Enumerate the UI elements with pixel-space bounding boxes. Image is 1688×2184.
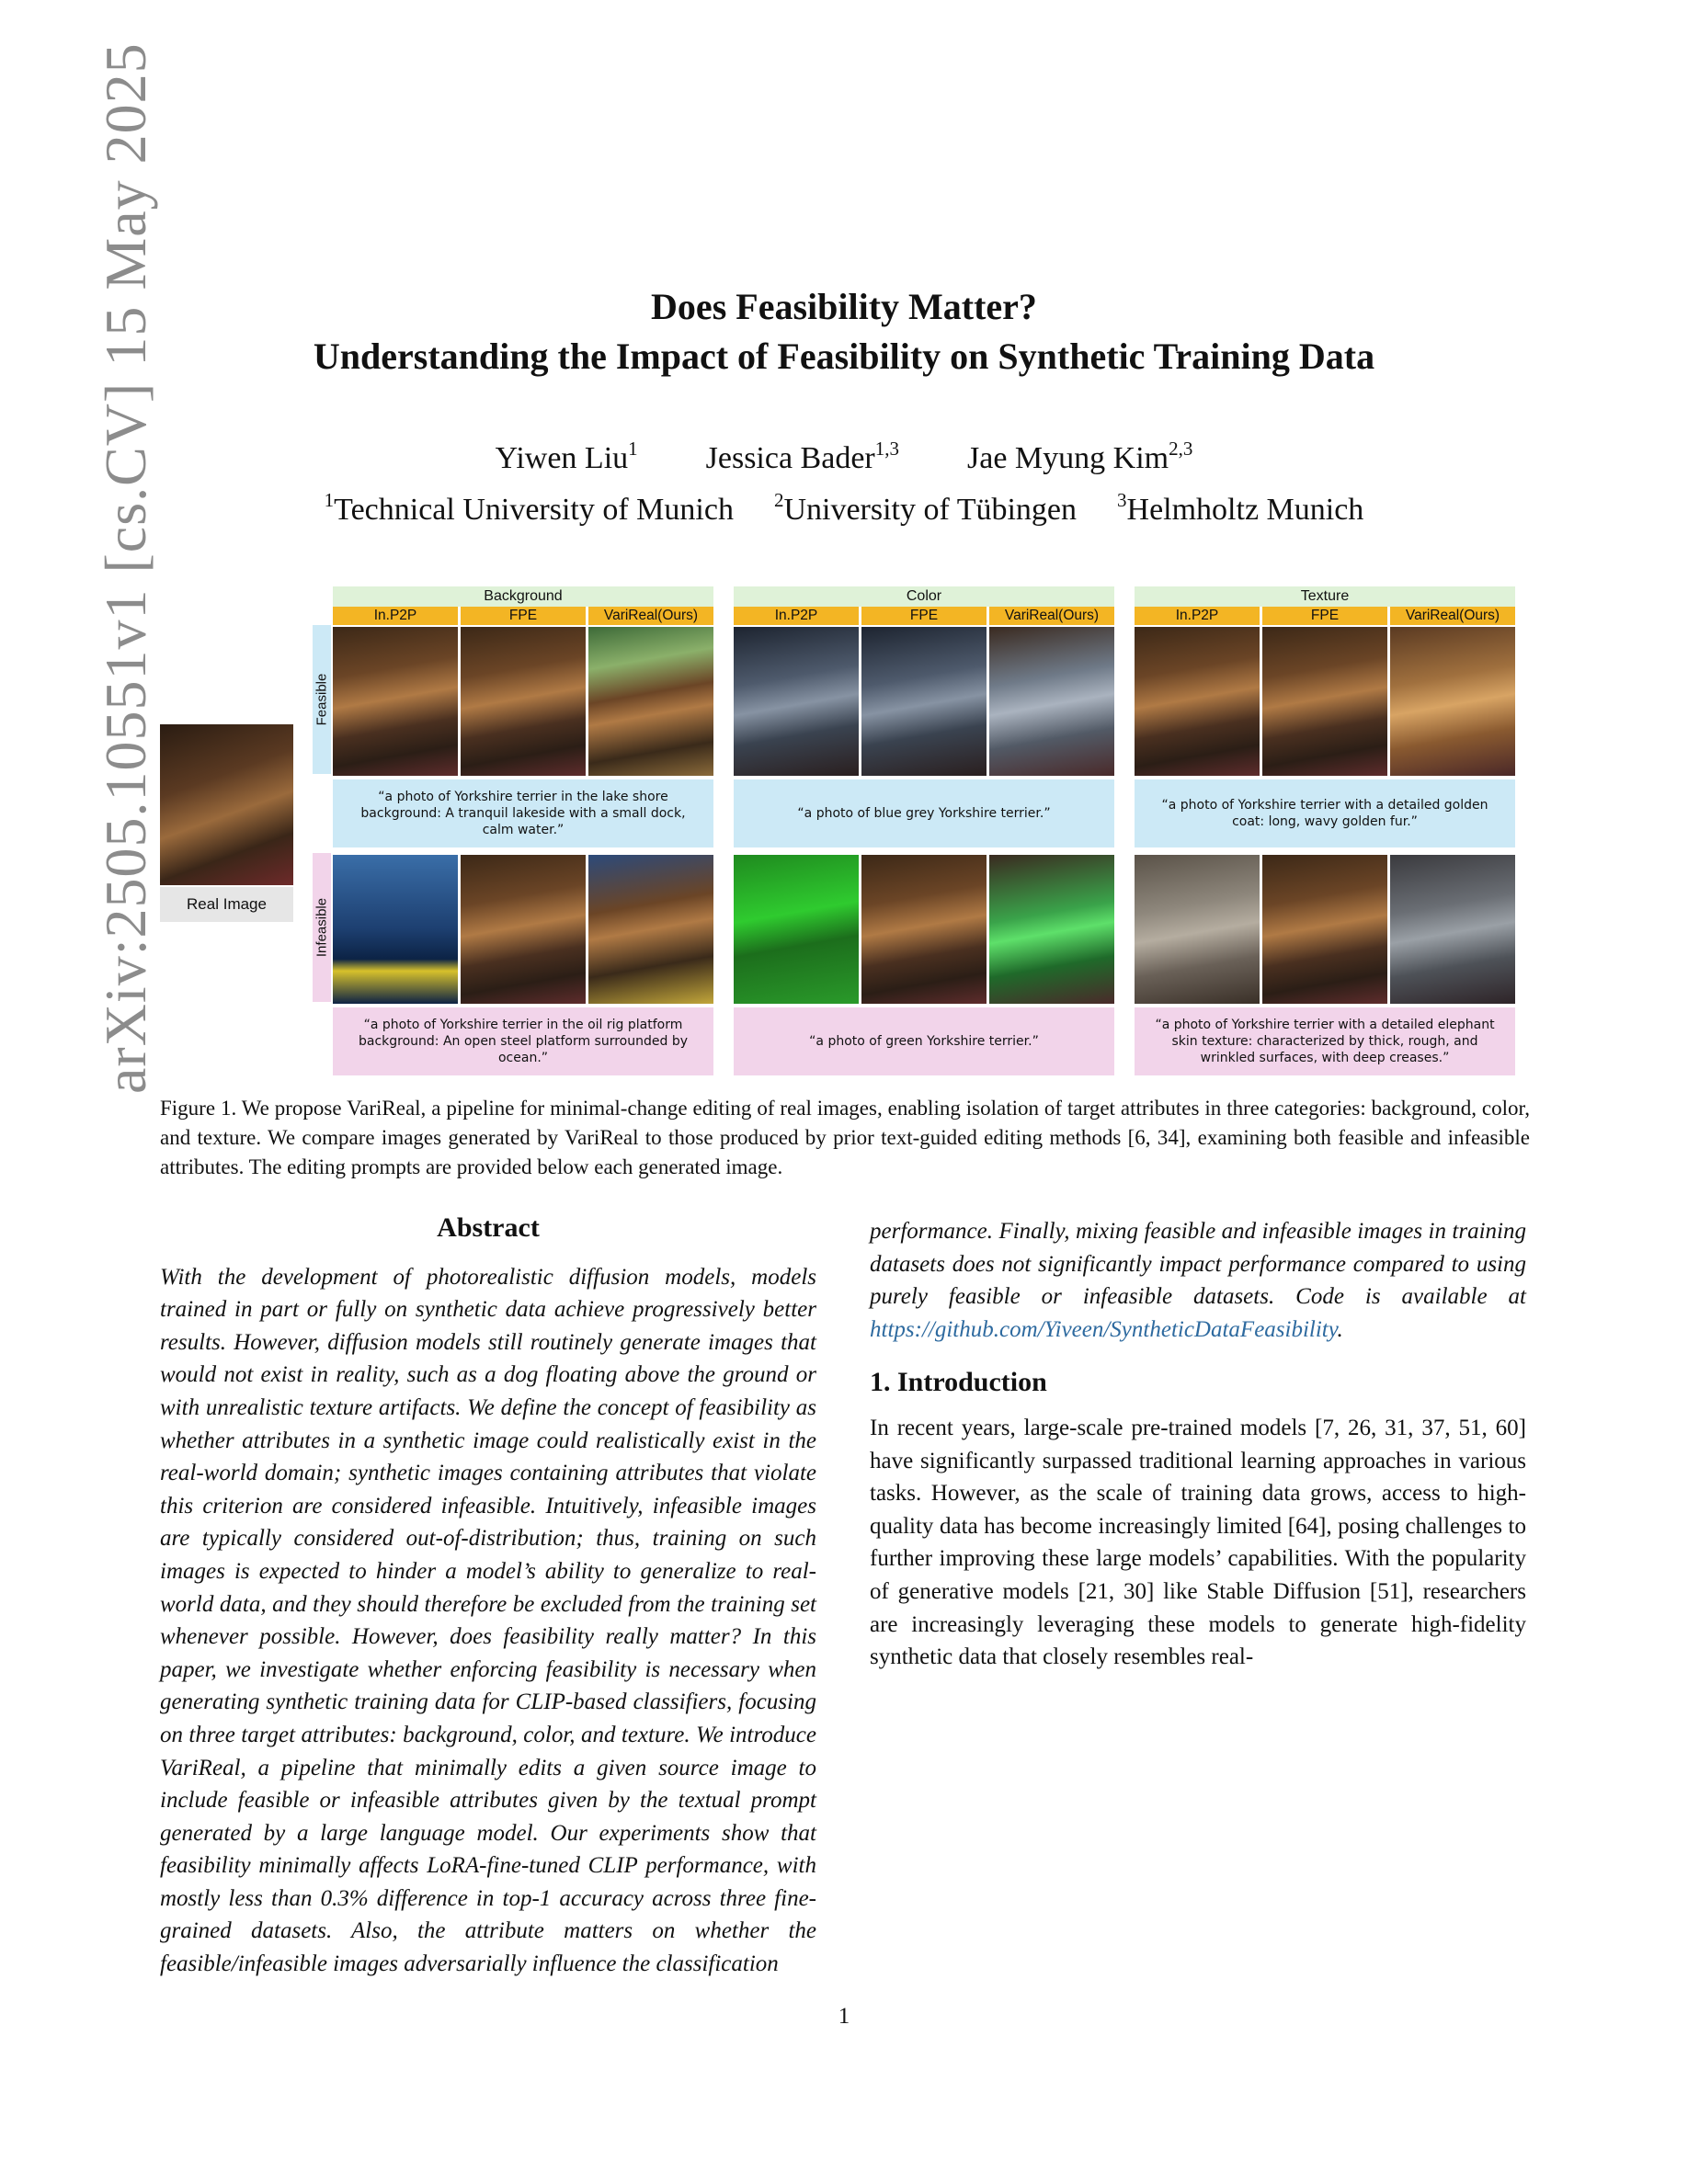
left-column — [160, 1211, 816, 1981]
generated-image — [1135, 855, 1260, 1004]
real-image-label: Real Image — [160, 887, 293, 922]
author-sup: 1,3 — [874, 438, 899, 460]
row-label-feasible: Feasible — [313, 625, 331, 774]
figure-caption: Figure 1. We propose VariReal, a pipeline for minimal-change editing of real images, enabling isolation of target attributes in three categories: background, color, and texture. We compare images generated by VariReal to those produced by prior text-guided editing methods [6, 34], examining both feasible and infeasible attributes. The editing prompts are provided below each generated image. — [160, 1097, 1530, 1178]
category-label: Color — [734, 586, 1114, 607]
affiliation-list — [0, 489, 1688, 528]
affiliation-sup: 3 — [1117, 489, 1127, 511]
method-label: FPE — [1262, 607, 1387, 625]
panel-background — [333, 586, 713, 1083]
method-label: In.P2P — [734, 607, 859, 625]
prompt-caption: “a photo of Yorkshire terrier with a detailed golden coat: long, wavy golden fur.” — [1135, 779, 1515, 847]
page-number: 1 — [838, 2004, 850, 2029]
code-link[interactable]: https://github.com/Yiveen/SyntheticDataFeasibility — [870, 1316, 1338, 1342]
prompt-caption: “a photo of green Yorkshire terrier.” — [734, 1007, 1114, 1075]
prompt-caption: “a photo of Yorkshire terrier with a detailed elephant skin texture: characterized by thick, rough, and wrinkled surfaces, with deep creases.” — [1135, 1007, 1515, 1075]
real-image — [160, 724, 293, 885]
paper-title-line-2: Understanding the Impact of Feasibility on Synthetic Training Data — [313, 336, 1375, 377]
abstract-text — [160, 1261, 816, 1981]
generated-image — [1390, 627, 1515, 776]
category-label: Texture — [1135, 586, 1515, 607]
prompt-caption: “a photo of Yorkshire terrier in the oil rig platform background: An open steel platform surrounded by ocean.” — [333, 1007, 713, 1075]
method-label: VariReal(Ours) — [1390, 607, 1515, 625]
generated-image — [989, 855, 1114, 1004]
generated-image — [1390, 855, 1515, 1004]
author-sup: 1 — [628, 438, 638, 460]
generated-image — [734, 855, 859, 1004]
affiliation-sup: 2 — [773, 489, 784, 511]
figure-1 — [160, 586, 1530, 1083]
method-label: VariReal(Ours) — [588, 607, 713, 625]
method-label: VariReal(Ours) — [989, 607, 1114, 625]
generated-image — [861, 855, 987, 1004]
abstract-code-line: performance. Finally, mixing feasible and infeasible images in training datasets does not significantly impact performance compared to using purely feasible or infeasible datasets. Code is available at https://github.com/Yiveen/SyntheticDataFeasibility. — [870, 1219, 1526, 1342]
abstract-continued: performance. Finally, mixing feasible and infeasible images in training datasets does not significantly impact performance compared to using purely feasible or infeasible datasets. Code is available at — [870, 1219, 1526, 1310]
generated-image — [461, 627, 586, 776]
paper-title-line-1: Does Feasibility Matter? — [651, 286, 1037, 327]
generated-image — [333, 627, 458, 776]
affiliation-sup: 1 — [324, 489, 335, 511]
generated-image — [861, 627, 987, 776]
generated-image — [588, 627, 713, 776]
affiliation-name: Helmholtz Munich — [1126, 493, 1364, 527]
generated-image — [333, 855, 458, 1004]
prompt-caption: “a photo of blue grey Yorkshire terrier.” — [734, 779, 1114, 847]
prompt-caption: “a photo of Yorkshire terrier in the lake shore background: A tranquil lakeside with a small dock, calm water.” — [333, 779, 713, 847]
method-label: In.P2P — [1135, 607, 1260, 625]
generated-image — [461, 855, 586, 1004]
affiliation-name: Technical University of Munich — [334, 493, 734, 527]
generated-image — [1262, 855, 1387, 1004]
method-label: FPE — [861, 607, 987, 625]
author-name: Jessica Bader — [705, 441, 875, 475]
right-column — [870, 1215, 1526, 1674]
method-label: FPE — [461, 607, 586, 625]
category-label: Background — [333, 586, 713, 607]
affiliation-name: University of Tübingen — [783, 493, 1078, 527]
generated-image — [734, 627, 859, 776]
abstract-heading: Abstract — [437, 1212, 540, 1243]
generated-image — [1135, 627, 1260, 776]
author-sup: 2,3 — [1169, 438, 1193, 460]
generated-image — [1262, 627, 1387, 776]
panel-color — [734, 586, 1114, 1083]
author-list — [0, 438, 1688, 476]
generated-image — [989, 627, 1114, 776]
section-heading-introduction: 1. Introduction — [870, 1367, 1047, 1398]
panel-texture — [1135, 586, 1515, 1083]
row-label-infeasible: Infeasible — [313, 853, 331, 1002]
intro-text: In recent years, large-scale pre-trained models [7, 26, 31, 37, 51, 60] have significantly surpassed traditional learning approaches in various tasks. However, as the scale of training data grows, access to high-quality data has become increasingly limited [64], posing challenges to further improving these large models’ capabilities. With the popularity of generative models [21, 30] like Stable Diffusion [51], researchers are increasingly leveraging these models to generate high-fidelity synthetic data that closely resembles real- — [870, 1415, 1526, 1670]
author-name: Yiwen Liu — [495, 441, 629, 475]
abstract-body: With the development of photorealistic diffusion models, models trained in part or fully on synthetic data achieve progressively better results. However, diffusion models still routinely generate images that would not exist in reality, such as a dog floating above the ground or with unrealistic texture artifacts. We define the concept of feasibility as whether attributes in a synthetic image could realistically exist in the real-world domain; synthetic images containing attributes that violate this criterion are considered infeasible. Intuitively, infeasible images are typically considered out-of-distribution; thus, training on such images is expected to hinder a model’s ability to generalize to real-world data, and they should therefore be excluded from the training set whenever possible. However, does feasibility really matter? In this paper, we investigate whether enforcing feasibility is necessary when generating synthetic training data for CLIP-based classifiers, focusing on three target attributes: background, color, and texture. We introduce VariReal, a pipeline that minimally edits a given source image to include feasible or infeasible attributes given by the textual prompt generated by a large language model. Our experiments show that feasibility minimally affects LoRA-fine-tuned CLIP performance, with mostly less than 0.3% difference in top-1 accuracy across three fine-grained datasets. Also, the attribute matters on whether the feasible/infeasible images adversarially influence the classification — [160, 1264, 816, 1977]
generated-image — [588, 855, 713, 1004]
method-label: In.P2P — [333, 607, 458, 625]
arxiv-stamp: arXiv:2505.10551v1 [cs.CV] 15 May 2025 — [93, 42, 158, 1094]
author-name: Jae Myung Kim — [967, 441, 1169, 475]
